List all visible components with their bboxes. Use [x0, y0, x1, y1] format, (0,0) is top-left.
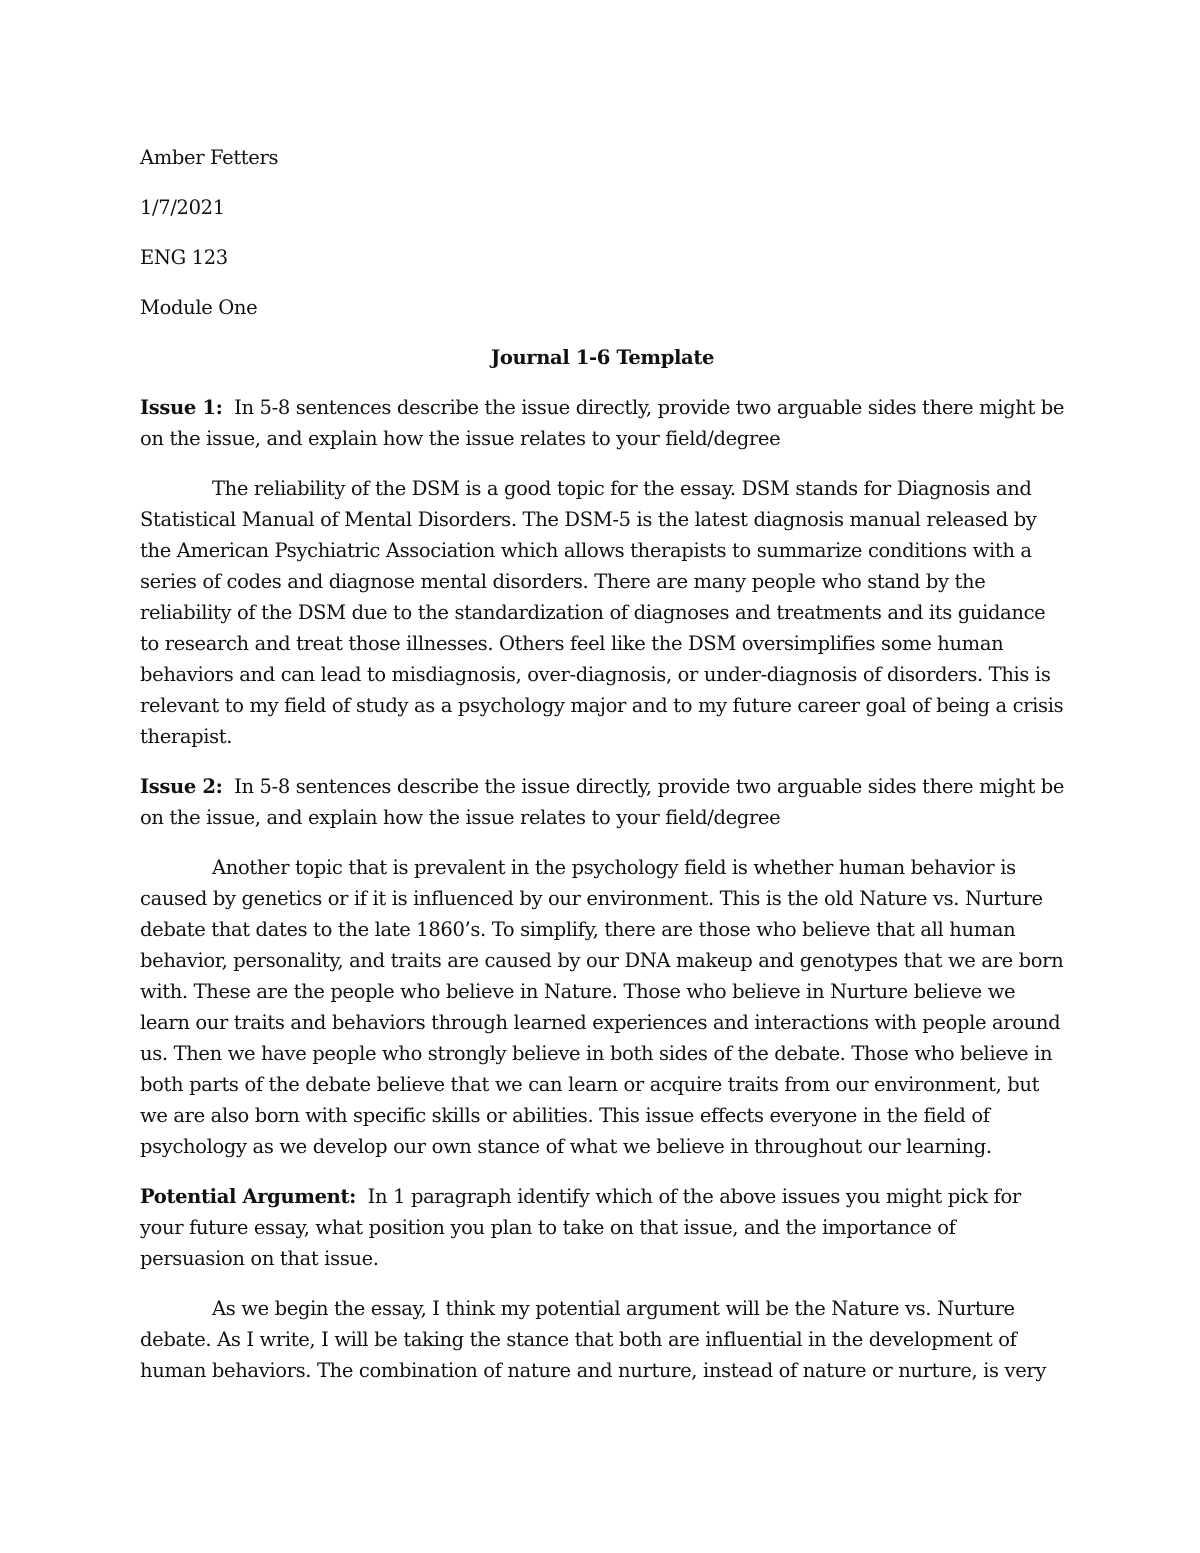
potential-argument-label: Potential Argument:	[140, 1185, 356, 1208]
issue-1-label: Issue 1:	[140, 396, 223, 419]
author-name: Amber Fetters	[140, 146, 279, 169]
potential-argument-prompt	[140, 1181, 1065, 1274]
potential-argument-prompt-text: In 1 paragraph identify which of the above issues you might pick for your future essay, what position you plan to take on that issue, and the importance of persuasion on that issue.	[140, 1185, 1027, 1270]
issue-2-label: Issue 2:	[140, 775, 223, 798]
course-code: ENG 123	[140, 246, 228, 269]
potential-argument-response: As we begin the essay, I think my potential argument will be the Nature vs. Nurture debate. As I write, I will be taking the stance that both are influential in the development of human behaviors. The combination of nature and nurture, instead of nature or nurture, is very	[140, 1297, 1047, 1382]
issue-1-prompt-text: In 5-8 sentences describe the issue directly, provide two arguable sides there might be on the issue, and explain how the issue relates to your field/degree	[140, 396, 1070, 450]
document-body	[140, 142, 1070, 1405]
issue-1-prompt	[140, 392, 1070, 454]
module-name: Module One	[140, 296, 258, 319]
issue-1-response: The reliability of the DSM is a good topic for the essay. DSM stands for Diagnosis and Statistical Manual of Mental Disorders. The DSM-5 is the latest diagnosis manual released by the American Psychiatric Association which allows therapists to summarize conditions with a series of codes and diagnose mental disorders. There are many people who stand by the reliability of the DSM due to the standardization of diagnoses and treatments and its guidance to research and treat those illnesses. Others feel like the DSM oversimplifies some human behaviors and can lead to misdiagnosis, over-diagnosis, or under-diagnosis of disorders. This is relevant to my field of study as a psychology major and to my future career goal of being a crisis therapist.	[140, 477, 1064, 748]
issue-2-prompt	[140, 771, 1070, 833]
submission-date: 1/7/2021	[140, 196, 225, 219]
issue-2-prompt-text: In 5-8 sentences describe the issue directly, provide two arguable sides there might be on the issue, and explain how the issue relates to your field/degree	[140, 775, 1070, 829]
document-title: Journal 1-6 Template	[490, 346, 715, 369]
issue-2-response: Another topic that is prevalent in the psychology field is whether human behavior is caused by genetics or if it is influenced by our environment. This is the old Nature vs. Nurture debate that dates to the late 1860’s. To simplify, there are those who believe that all human behavior, personality, and traits are caused by our DNA makeup and genotypes that we are born with. These are the people who believe in Nature. Those who believe in Nurture believe we learn our traits and behaviors through learned experiences and interactions with people around us. Then we have people who strongly believe in both sides of the debate. Those who believe in both parts of the debate believe that we can learn or acquire traits from our environment, but we are also born with specific skills or abilities. This issue effects everyone in the field of psychology as we develop our own stance of what we believe in throughout our learning.	[140, 856, 1064, 1158]
